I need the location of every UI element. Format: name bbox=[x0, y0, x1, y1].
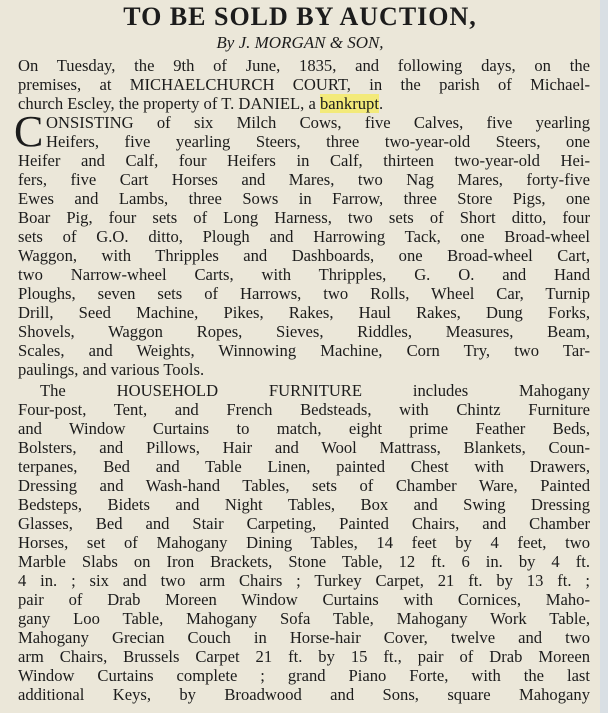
text-line: Shovels, Waggon Ropes, Sieves, Riddles, Measures, Beam, bbox=[18, 322, 590, 341]
text-line: Bedsteps, Bidets and Night Tables, Box and Swing Dressing bbox=[18, 495, 590, 514]
text-line: Mahogany Grecian Couch in Horse-hair Cover, twelve and two bbox=[18, 628, 590, 647]
text-line: Four-post, Tent, and French Bedsteads, with Chintz Furniture bbox=[18, 400, 590, 419]
text-line: Boar Pig, four sets of Long Harness, two sets of Short ditto, four bbox=[18, 208, 590, 227]
text-line: 4 in. ; six and two arm Chairs ; Turkey Carpet, 21 ft. by 13 ft. ; bbox=[18, 571, 590, 590]
text-line: Dressing and Wash-hand Tables, sets of Chamber Ware, Painted bbox=[18, 476, 590, 495]
highlighted-word: bankrupt bbox=[319, 94, 379, 113]
text-line: Ewes and Lambs, three Sows in Farrow, three Store Pigs, one bbox=[18, 189, 590, 208]
text-line: ONSISTING of six Milch Cows, five Calves, five yearling bbox=[46, 113, 590, 132]
text-segment: . bbox=[378, 94, 384, 113]
text-line: gany Loo Table, Mahogany Sofa Table, Mahogany Work Table, bbox=[18, 609, 590, 628]
text-line: Glasses, Bed and Stair Carpeting, Painted Chairs, and Chamber bbox=[18, 514, 590, 533]
auctioneer-byline: By J. MORGAN & SON, bbox=[216, 33, 384, 52]
text-line: Heifers, five yearling Steers, three two-year-old Steers, one bbox=[46, 132, 590, 151]
text-segment: church Escley, the property of T. DANIEL, a bbox=[18, 94, 320, 113]
section-start-line: The HOUSEHOLD FURNITURE includes Mahogany bbox=[40, 381, 590, 400]
text-line: On Tuesday, the 9th of June, 1835, and following days, on the bbox=[18, 56, 590, 75]
drop-cap: C bbox=[14, 107, 44, 156]
text-line: two Narrow-wheel Carts, with Thripples, G. O. and Hand bbox=[18, 265, 590, 284]
page-edge bbox=[600, 0, 608, 713]
text-line: Scales, and Weights, Winnowing Machine, Corn Try, two Tar- bbox=[18, 341, 590, 360]
text-line: premises, at MICHAELCHURCH COURT, in the parish of Michael- bbox=[18, 75, 590, 94]
text-line-highlight bbox=[18, 94, 590, 113]
text-line: Drill, Seed Machine, Pikes, Rakes, Haul Rakes, Dung Forks, bbox=[18, 303, 590, 322]
text-line: Marble Slabs on Iron Brackets, Stone Table, 12 ft. 6 in. by 4 ft. bbox=[18, 552, 590, 571]
text-line: Bolsters, and Pillows, Hair and Wool Mattrass, Blankets, Coun- bbox=[18, 438, 590, 457]
text-line: Window Curtains complete ; grand Piano Forte, with the last bbox=[18, 666, 590, 685]
text-line: Heifer and Calf, four Heifers in Calf, thirteen two-year-old Hei- bbox=[18, 151, 590, 170]
text-line: sets of G.O. ditto, Plough and Harrowing Tack, one Broad-wheel bbox=[18, 227, 590, 246]
auction-headline: TO BE SOLD BY AUCTION, bbox=[123, 2, 477, 31]
text-line: Horses, set of Mahogany Dining Tables, 14 feet by 4 feet, two bbox=[18, 533, 590, 552]
text-line: additional Keys, by Broadwood and Sons, square Mahogany bbox=[18, 685, 590, 704]
text-line: pair of Drab Moreen Window Curtains with Cornices, Maho- bbox=[18, 590, 590, 609]
text-line: paulings, and various Tools. bbox=[18, 360, 205, 379]
text-line: Waggon, with Thripples and Dashboards, one Broad-wheel Cart, bbox=[18, 246, 590, 265]
text-line: terpanes, Bed and Table Linen, painted Chest with Drawers, bbox=[18, 457, 590, 476]
text-line: and Window Curtains to match, eight prime Feather Beds, bbox=[18, 419, 590, 438]
text-line: fers, five Cart Horses and Mares, two Nag Mares, forty-five bbox=[18, 170, 590, 189]
text-line: Ploughs, seven sets of Harrows, two Rolls, Wheel Car, Turnip bbox=[18, 284, 590, 303]
text-line: arm Chairs, Brussels Carpet 21 ft. by 15 ft., pair of Drab Moreen bbox=[18, 647, 590, 666]
